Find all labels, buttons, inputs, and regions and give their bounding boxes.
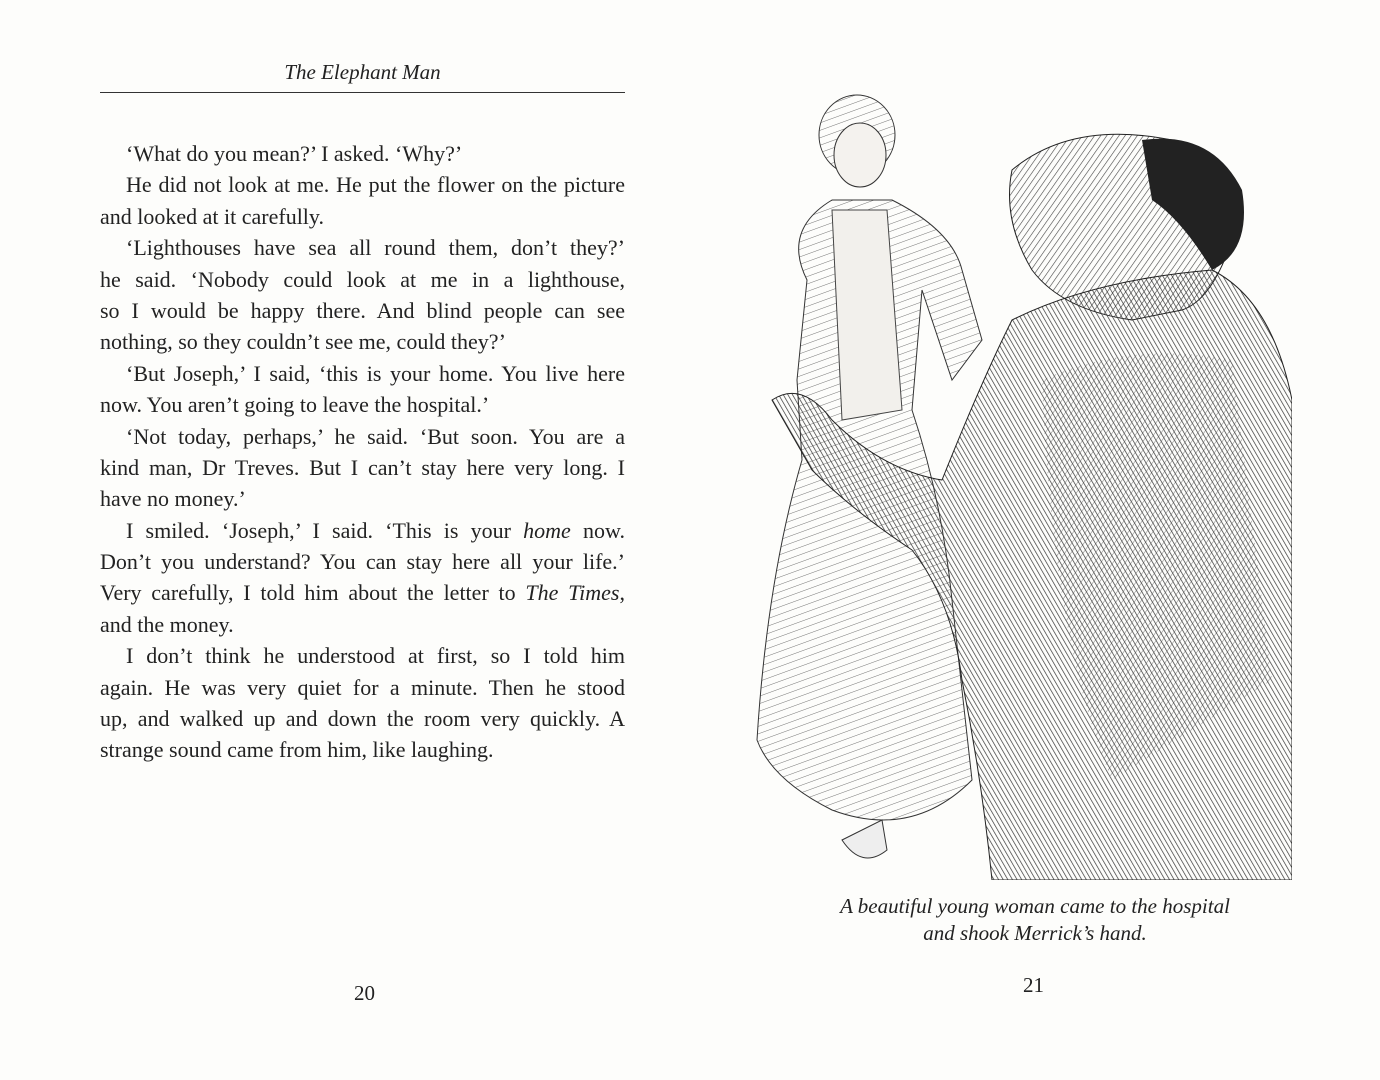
text-line [100, 295, 625, 326]
text-line [100, 201, 625, 232]
illustration-caption [790, 893, 1280, 947]
text-segment: I don’t think he understood at first, so I told him [126, 643, 625, 669]
text-segment: kind man, Dr Treves. But I can’t stay here very long. I [100, 454, 625, 480]
caption-line: A beautiful young woman came to the hospital [840, 894, 1230, 918]
text-segment: now. You aren’t going to leave the hospital.’ [100, 392, 490, 418]
text-line [100, 326, 625, 357]
text-line [100, 389, 625, 420]
text-segment: Don’t you understand? You can stay here all your life.’ [100, 549, 625, 575]
text-line [100, 640, 625, 671]
text-line [100, 703, 625, 734]
text-segment: Very carefully, I told him about the letter to [100, 580, 526, 606]
text-segment: I smiled. ‘Joseph,’ I said. ‘This is your [126, 517, 524, 543]
header-rule [100, 92, 625, 93]
text-line [100, 609, 625, 640]
text-segment: strange sound came from him, like laughing. [100, 737, 494, 763]
page-number-right: 21 [1023, 973, 1044, 997]
text-line [100, 232, 625, 263]
text-line [100, 515, 625, 546]
text-segment: have no money.’ [100, 486, 246, 512]
text-line [100, 358, 625, 389]
text-line [100, 138, 625, 169]
text-segment: so I would be happy there. And blind people can see [100, 297, 625, 323]
body-text [100, 138, 625, 766]
text-segment: now. [570, 517, 625, 543]
text-segment: up, and walked up and down the room very quickly. A [100, 706, 625, 732]
caption-line: and shook Merrick’s hand. [923, 921, 1147, 945]
text-segment: and the money. [100, 611, 234, 637]
text-line [100, 483, 625, 514]
text-line [100, 672, 625, 703]
text-segment: ‘What do you mean?’ I asked. ‘Why?’ [126, 141, 463, 166]
text-line [100, 169, 625, 200]
text-segment: ‘Not today, perhaps,’ he said. ‘But soon. You are a [126, 423, 625, 449]
text-segment: , [619, 580, 625, 606]
text-line [100, 577, 625, 608]
text-segment: again. He was very quiet for a minute. Then he stood [100, 674, 625, 700]
running-head: The Elephant Man [284, 60, 441, 84]
text-segment: He did not look at me. He put the flower on the picture [126, 172, 625, 198]
text-line [100, 264, 625, 295]
italic-text: home [523, 517, 571, 543]
text-segment: ‘Lighthouses have sea all round them, don’t they?’ [126, 235, 625, 261]
text-segment: nothing, so they couldn’t see me, could they?’ [100, 329, 506, 355]
text-segment: he said. ‘Nobody could look at me in a lighthouse, [100, 266, 625, 292]
text-line [100, 734, 625, 765]
text-line [100, 452, 625, 483]
italic-text: The Times [525, 580, 620, 606]
illustration-woman-and-merrick [712, 80, 1292, 880]
page-number-left: 20 [354, 981, 375, 1005]
text-segment: and looked at it carefully. [100, 203, 324, 229]
text-line [100, 546, 625, 577]
text-segment: ‘But Joseph,’ I said, ‘this is your home. You live here [126, 360, 625, 386]
text-line [100, 421, 625, 452]
